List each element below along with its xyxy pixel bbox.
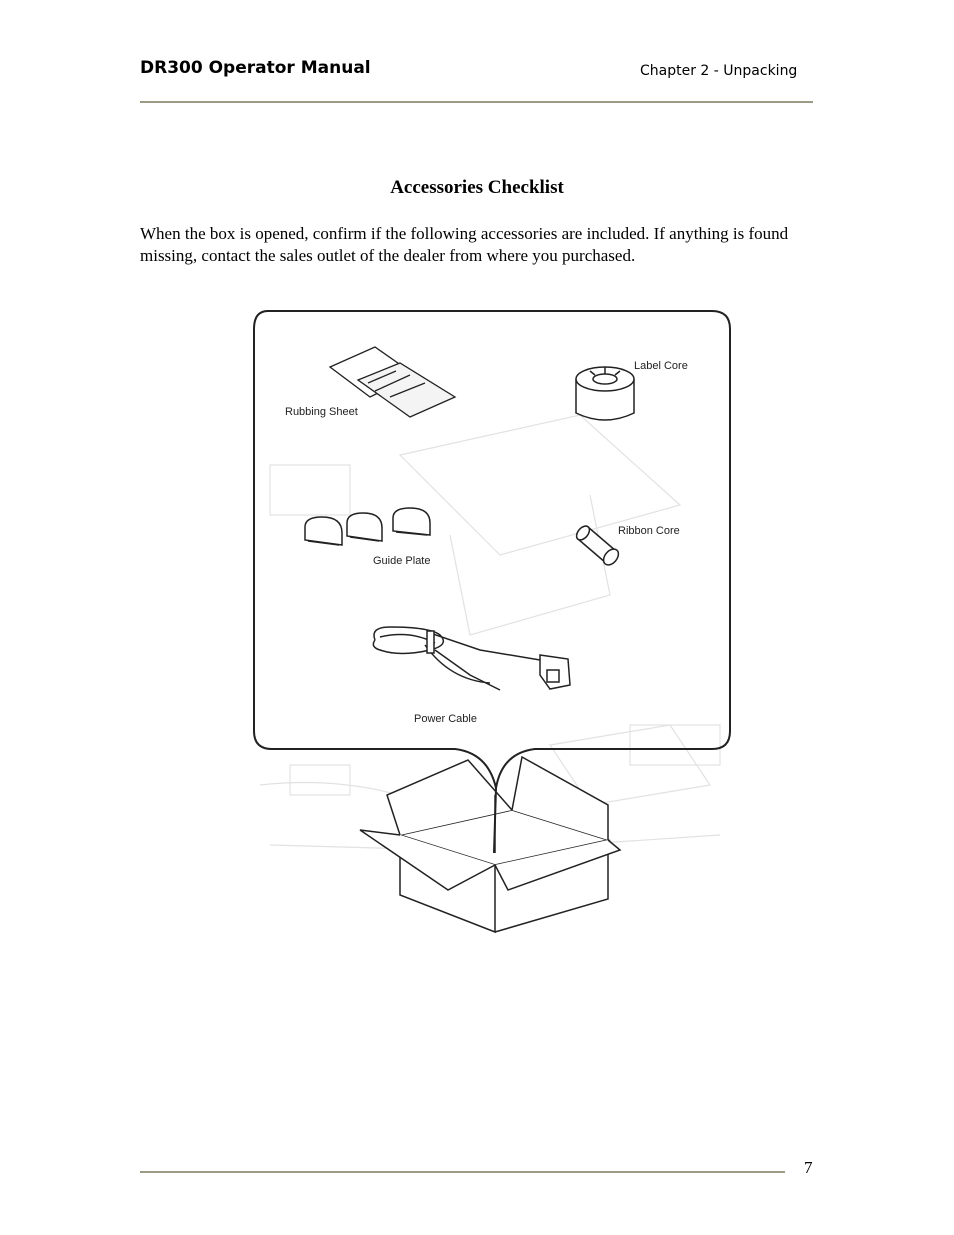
chapter-title: Chapter 2 - Unpacking: [640, 63, 798, 79]
footer-rule: [140, 1171, 785, 1173]
manual-title: DR300 Operator Manual: [140, 58, 371, 78]
open-box-icon: [360, 757, 620, 932]
section-title: Accessories Checklist: [390, 177, 564, 198]
rubbing-sheet-label: Rubbing Sheet: [285, 406, 358, 418]
intro-paragraph: When the box is opened, confirm if the following accessories are included. If anything is found missing, contact the sales outlet of the dealer from where you purchased.: [140, 224, 789, 265]
ribbon-core-icon: [574, 524, 621, 568]
label-core-label: Label Core: [634, 360, 688, 372]
accessories-illustration: [250, 305, 740, 945]
header-rule: [140, 101, 813, 103]
ribbon-core-label: Ribbon Core: [618, 525, 680, 537]
guide-plate-label: Guide Plate: [373, 555, 431, 567]
power-cable-icon: [373, 627, 570, 690]
power-cable-label: Power Cable: [414, 713, 477, 725]
label-core-icon: [576, 367, 634, 420]
page-number: 7: [804, 1158, 813, 1177]
bubble-frame: [254, 311, 730, 788]
guide-plate-icon: [305, 508, 430, 545]
